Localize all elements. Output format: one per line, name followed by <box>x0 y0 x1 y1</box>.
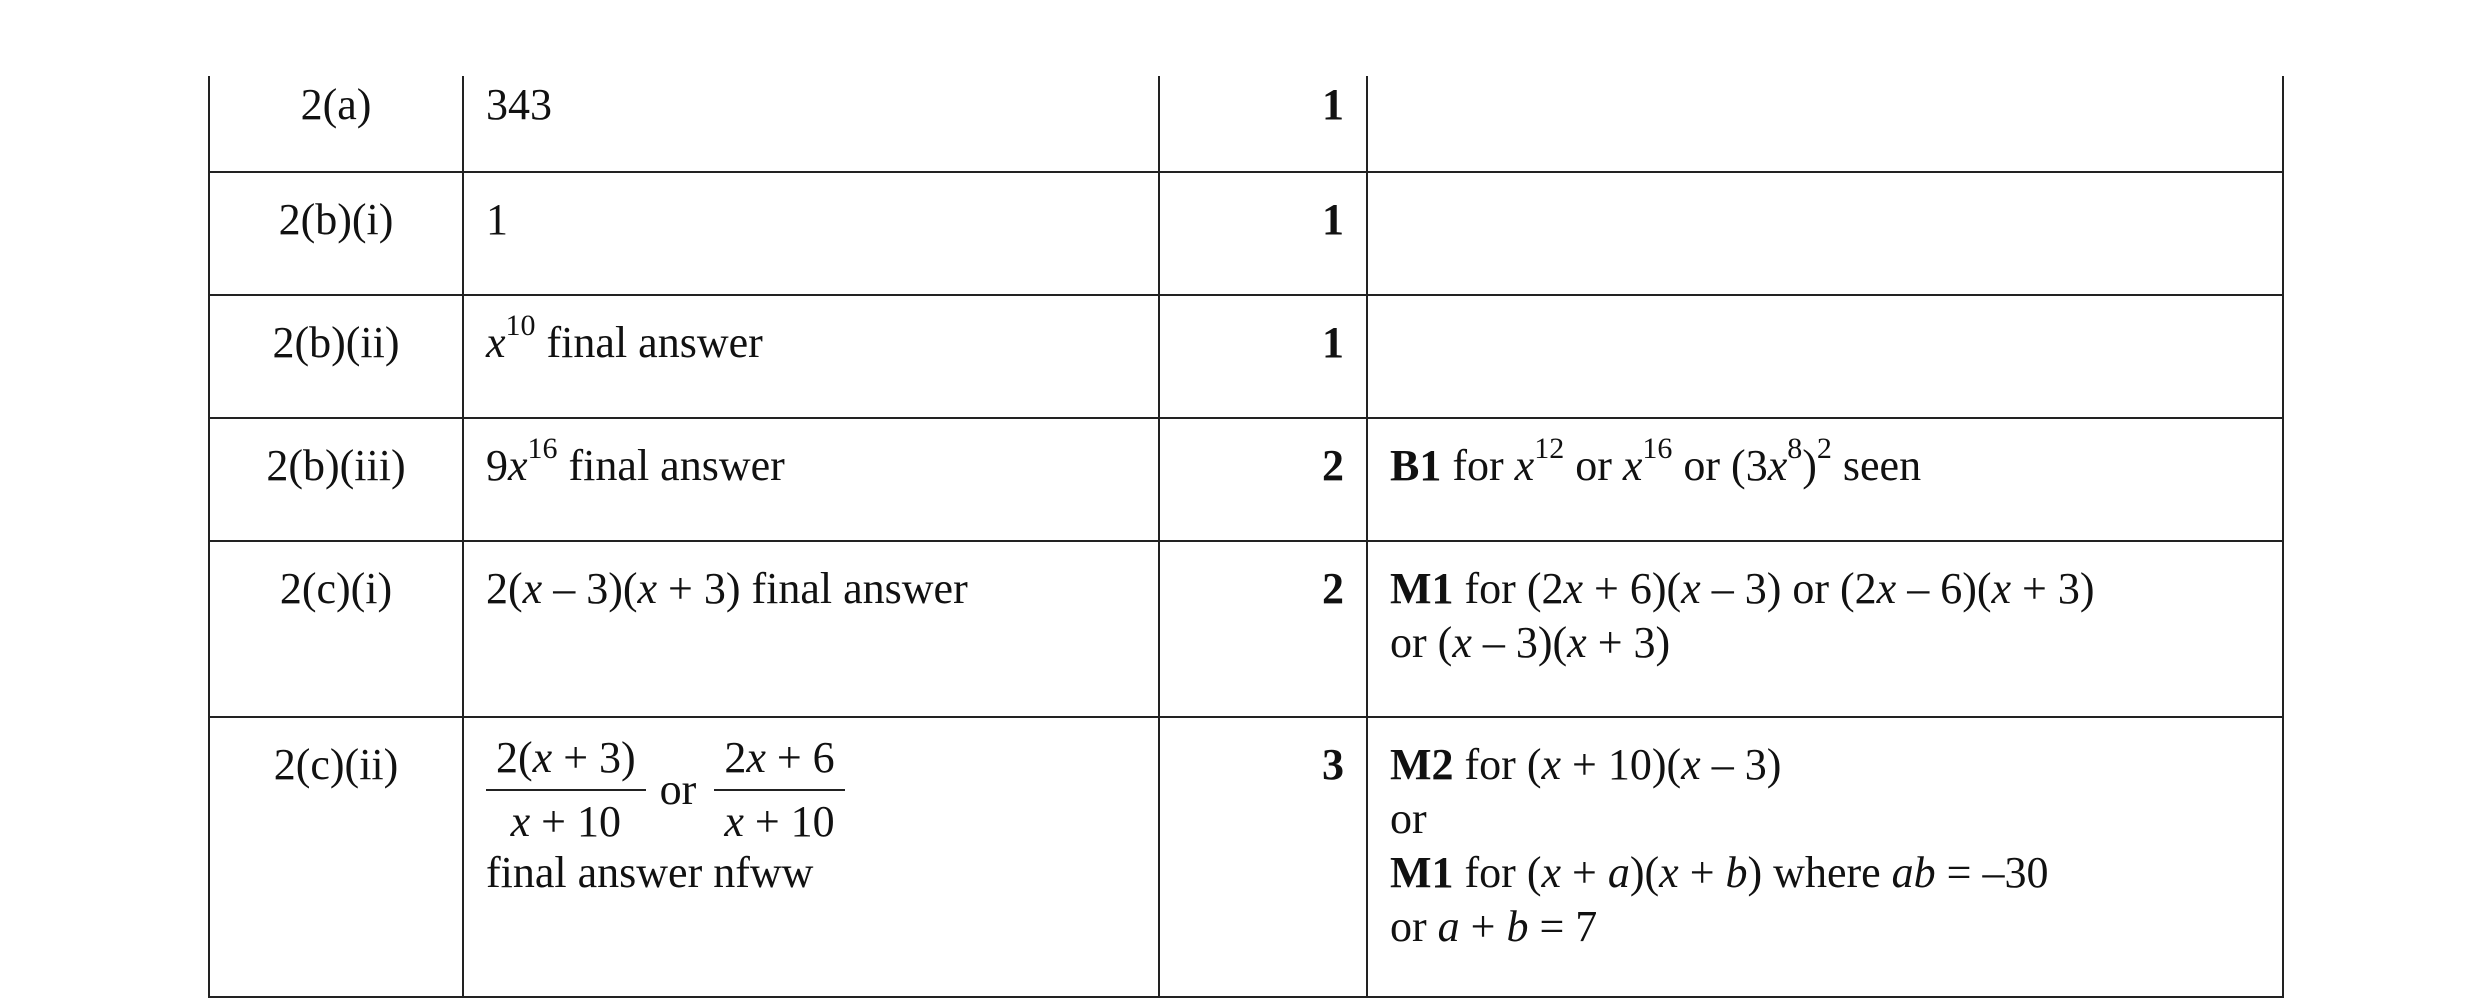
part-mark-line <box>1390 738 2282 792</box>
text-fragment: + 3) final answer <box>657 564 968 613</box>
text-fragment: + 3) <box>2011 564 2095 613</box>
text-fragment: for ( <box>1453 848 1542 897</box>
variable: x <box>1659 848 1679 897</box>
variable: ab <box>1891 848 1936 897</box>
text-fragment: + 10)( <box>1561 740 1682 789</box>
text-fragment: ) where <box>1747 848 1892 897</box>
text-fragment: – 3) <box>1700 740 1782 789</box>
text-fragment: or <box>1564 441 1623 490</box>
variable: a <box>1437 902 1460 951</box>
text-fragment: 2( <box>486 564 523 613</box>
answer-suffix: final answer <box>557 441 785 490</box>
variable: x <box>1452 618 1472 667</box>
text-fragment: = 7 <box>1528 902 1598 951</box>
text-fragment: + <box>1678 848 1726 897</box>
answer-cell <box>463 541 1159 717</box>
fraction-2 <box>714 731 844 849</box>
mark-cell: 3 <box>1159 717 1367 997</box>
text-fragment: – 3)( <box>542 564 638 613</box>
question-number: 2(a) <box>209 76 463 172</box>
answer-exponent: 10 <box>505 309 536 343</box>
text-fragment: + 10 <box>530 797 621 846</box>
fraction-answer <box>486 732 1158 848</box>
text-fragment: – 6)( <box>1896 564 1992 613</box>
text-fragment: 2( <box>496 733 533 782</box>
part-mark-line <box>1390 900 2282 954</box>
text-fragment: ) <box>1802 441 1817 490</box>
answer-variable: x <box>486 318 506 367</box>
table-row <box>209 418 2283 541</box>
table-row <box>209 717 2283 997</box>
fraction-1 <box>486 731 646 849</box>
text-fragment: + 6)( <box>1583 564 1682 613</box>
answer-text: 1 <box>486 195 508 244</box>
variable: x <box>1681 564 1701 613</box>
mark-cell: 1 <box>1159 295 1367 418</box>
table-row <box>209 76 2283 172</box>
text-fragment: + 3) <box>1586 618 1671 667</box>
variable: x <box>1991 564 2012 613</box>
variable: x <box>1622 441 1643 490</box>
part-mark-line <box>1390 846 2282 900</box>
mark-code: M1 <box>1390 848 1454 897</box>
answer-cell <box>463 295 1159 418</box>
text-fragment: or <box>1390 902 1438 951</box>
text-fragment: for <box>1441 441 1515 490</box>
answer-suffix: final answer <box>535 318 763 367</box>
text-fragment: or ( <box>1390 618 1453 667</box>
mark-cell: 1 <box>1159 172 1367 295</box>
table-row <box>209 541 2283 717</box>
answer-exponent: 16 <box>527 432 558 466</box>
answer-text: 343 <box>486 80 552 129</box>
question-number: 2(b)(i) <box>209 172 463 295</box>
variable: x <box>1541 740 1562 789</box>
part-marks-cell <box>1367 418 2283 541</box>
variable: x <box>1541 848 1562 897</box>
text-fragment: or (3 <box>1672 441 1768 490</box>
variable: x <box>637 564 658 613</box>
exponent: 16 <box>1642 432 1673 466</box>
text-fragment: for ( <box>1453 740 1542 789</box>
answer-suffix: final answer nfww <box>486 848 814 897</box>
fraction-denominator <box>501 791 631 849</box>
or-text: or <box>659 765 697 814</box>
exponent: 2 <box>1816 432 1832 466</box>
text-fragment: – 3) or (2 <box>1700 564 1877 613</box>
mark-code: B1 <box>1390 441 1442 490</box>
part-mark-line <box>1390 562 2282 616</box>
answer-cell <box>463 717 1159 997</box>
exponent: 12 <box>1534 432 1565 466</box>
answer-cell <box>463 76 1159 172</box>
answer-cell <box>463 418 1159 541</box>
variable: x <box>1681 740 1701 789</box>
text-fragment: + <box>1459 902 1507 951</box>
table-row <box>209 172 2283 295</box>
exponent: 8 <box>1787 432 1803 466</box>
text-fragment: seen <box>1831 441 1922 490</box>
part-mark-line: or <box>1390 794 1427 843</box>
text-fragment: + 10 <box>743 797 835 846</box>
text-fragment: – 3)( <box>1471 618 1568 667</box>
question-number: 2(c)(i) <box>209 541 463 717</box>
variable: x <box>1514 441 1535 490</box>
part-mark-line <box>1390 616 2282 670</box>
fraction-numerator <box>486 731 646 791</box>
variable: x <box>724 797 744 846</box>
variable: a <box>1607 848 1630 897</box>
variable: x <box>510 797 531 846</box>
answer-cell <box>463 172 1159 295</box>
part-marks-cell <box>1367 717 2283 997</box>
mark-cell: 2 <box>1159 541 1367 717</box>
variable: x <box>746 733 766 782</box>
variable: x <box>1567 618 1587 667</box>
text-fragment: + 3) <box>552 733 636 782</box>
answer-coefficient: 9 <box>486 441 508 490</box>
mark-code: M1 <box>1390 564 1454 613</box>
part-marks-cell <box>1367 76 2283 172</box>
part-mark-line <box>1390 432 2282 493</box>
variable: x <box>1767 441 1788 490</box>
variable: x <box>532 733 553 782</box>
part-marks-cell <box>1367 541 2283 717</box>
mark-cell: 2 <box>1159 418 1367 541</box>
fraction-numerator <box>714 731 844 791</box>
question-number: 2(b)(iii) <box>209 418 463 541</box>
variable: b <box>1506 902 1529 951</box>
mark-code: M2 <box>1390 740 1454 789</box>
variable: b <box>1725 848 1748 897</box>
table-row <box>209 295 2283 418</box>
text-fragment: + <box>1561 848 1608 897</box>
question-number: 2(c)(ii) <box>209 717 463 997</box>
part-marks-cell <box>1367 295 2283 418</box>
answer-variable: x <box>508 441 528 490</box>
text-fragment: 2 <box>724 733 747 782</box>
part-marks-cell <box>1367 172 2283 295</box>
mark-scheme-table <box>208 76 2284 998</box>
text-fragment: = –30 <box>1935 848 2049 897</box>
variable: x <box>522 564 543 613</box>
question-number: 2(b)(ii) <box>209 295 463 418</box>
mark-cell: 1 <box>1159 76 1367 172</box>
text-fragment: + 6 <box>765 733 835 782</box>
variable: x <box>1563 564 1584 613</box>
text-fragment: )( <box>1629 848 1660 897</box>
fraction-denominator <box>714 791 844 849</box>
variable: x <box>1876 564 1897 613</box>
text-fragment: for (2 <box>1453 564 1564 613</box>
